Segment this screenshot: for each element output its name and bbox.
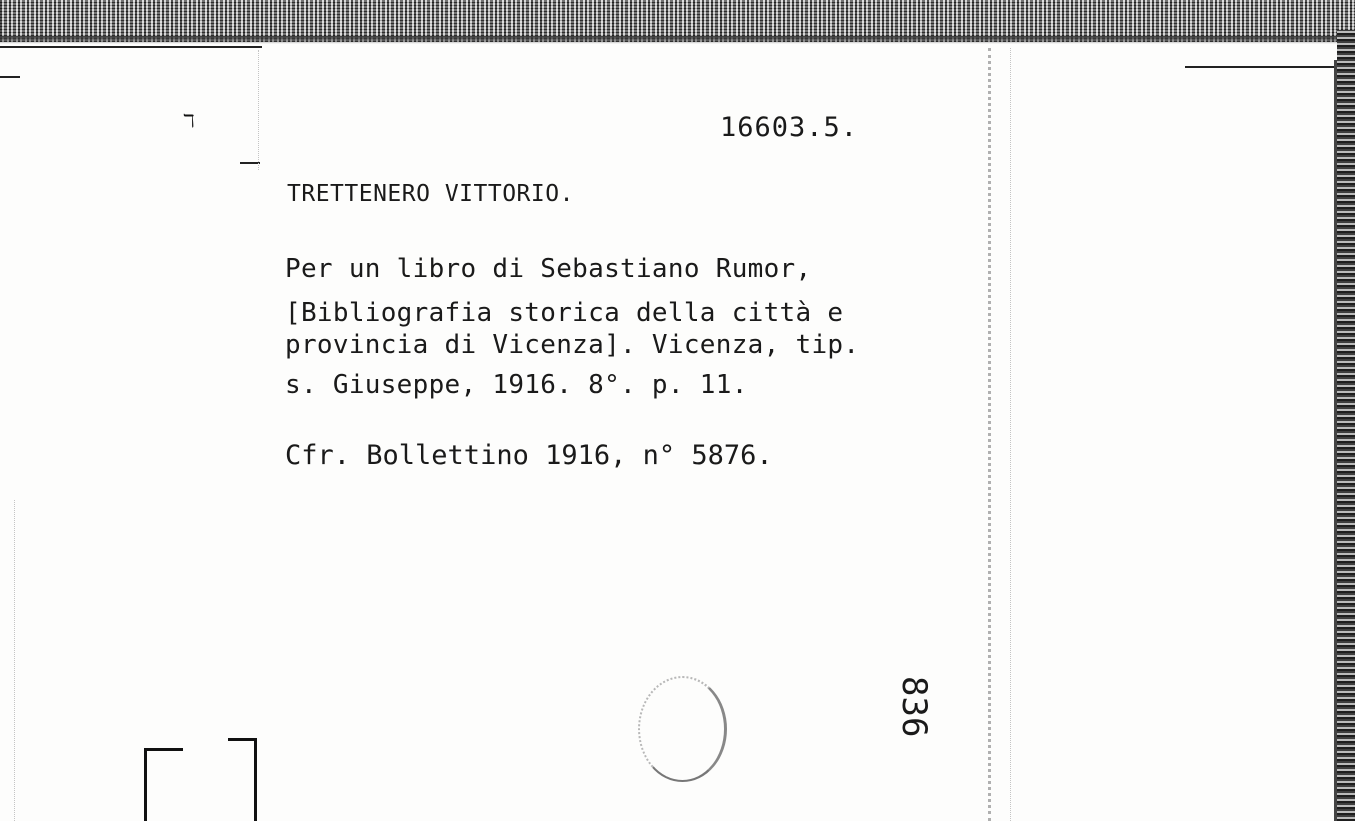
top-rule-left	[0, 46, 262, 48]
description-line-3: provincia di Vicenza]. Vicenza, tip.	[285, 330, 860, 360]
description-line-4: s. Giuseppe, 1916. 8°. p. 11.	[285, 370, 748, 400]
description-line-2: [Bibliografia storica della città e	[285, 298, 844, 328]
stamp-number: 836	[894, 676, 934, 738]
card-right-edge-line	[988, 48, 991, 821]
card-top-shadow	[0, 36, 1355, 44]
corner-mark: ℸ	[183, 111, 195, 132]
guide-line	[258, 50, 259, 170]
bibliographic-reference: Cfr. Bollettino 1916, n° 5876.	[285, 440, 773, 471]
card-right-edge-line-2	[1010, 48, 1011, 821]
bottom-left-bracket	[144, 748, 183, 821]
top-rule-right	[1185, 66, 1337, 68]
tab-tick	[240, 162, 260, 164]
bottom-right-bracket	[228, 738, 257, 821]
card-right-edge	[1337, 30, 1355, 821]
catalog-number: 16603.5.	[720, 112, 859, 143]
punch-hole	[638, 676, 727, 782]
author-heading: TRETTENERO VITTORIO.	[287, 181, 574, 207]
left-tick	[0, 76, 20, 78]
left-margin-line	[14, 500, 15, 821]
description-line-1: Per un libro di Sebastiano Rumor,	[285, 254, 812, 284]
